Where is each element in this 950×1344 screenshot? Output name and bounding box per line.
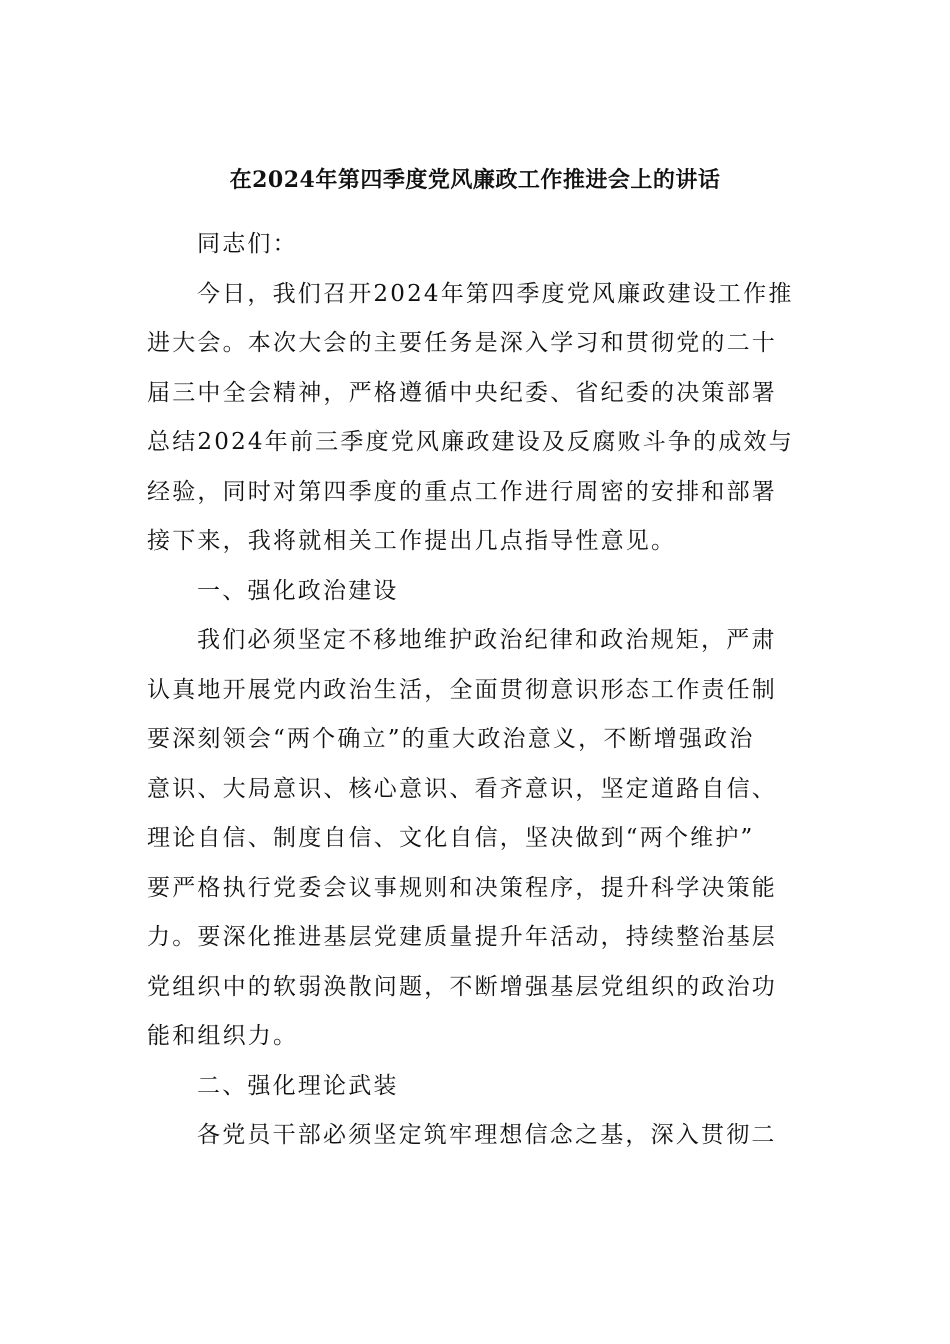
paragraph-line: 要严格执行党委会议事规则和决策程序，提升科学决策能 xyxy=(147,874,777,901)
paragraph-line: 认真地开展党内政治生活，全面贯彻意识形态工作责任制 xyxy=(147,676,777,703)
paragraph-line: 要深刻领会“两个确立”的重大政治意义，不断增强政治 xyxy=(147,726,755,752)
paragraph-line: 力。要深化推进基层党建质量提升年活动，持续整治基层 xyxy=(147,924,777,950)
document-title: 在2024年第四季度党风廉政工作推进会上的讲话 xyxy=(229,167,721,193)
paragraph-line: 意识、大局意识、核心意识、看齐意识，坚定道路自信、 xyxy=(147,775,777,802)
paragraph-line: 经验，同时对第四季度的重点工作进行周密的安排和部署 xyxy=(147,478,777,505)
paragraph-line: 进大会。本次大会的主要任务是深入学习和贯彻党的二十 xyxy=(147,330,777,356)
paragraph-line: 理论自信、制度自信、文化自信，坚决做到“两个维护” xyxy=(147,825,755,851)
paragraph-line: 我们必须坚定不移地维护政治纪律和政治规矩，严肃 xyxy=(197,627,777,653)
paragraph-line: 党组织中的软弱涣散问题，不断增强基层党组织的政治功 xyxy=(147,973,777,1000)
salutation-line: 同志们： xyxy=(197,231,298,257)
section-heading: 二、强化理论武装 xyxy=(197,1072,399,1099)
paragraph-line: 各党员干部必须坚定筑牢理想信念之基，深入贯彻二 xyxy=(197,1122,777,1148)
paragraph-line: 能和组织力。 xyxy=(147,1023,299,1049)
paragraph-line: 今日，我们召开2024年第四季度党风廉政建设工作推 xyxy=(197,280,794,307)
section-heading: 一、强化政治建设 xyxy=(197,577,399,604)
document-body xyxy=(147,220,807,1161)
paragraph-line: 届三中全会精神，严格遵循中央纪委、省纪委的决策部署 xyxy=(147,379,777,406)
paragraph-line: 接下来，我将就相关工作提出几点指导性意见。 xyxy=(147,528,677,554)
paragraph-line: 总结2024年前三季度党风廉政建设及反腐败斗争的成效与 xyxy=(147,429,794,455)
